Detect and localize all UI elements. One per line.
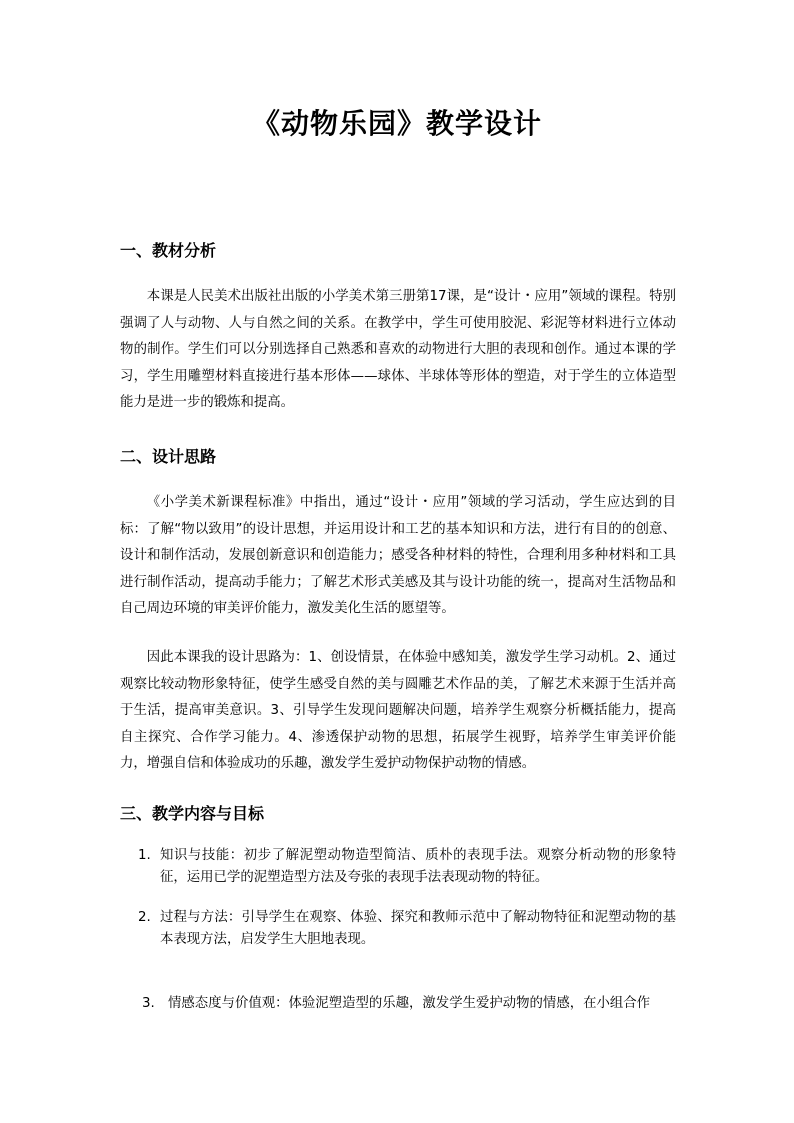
list-item: [120, 993, 676, 1015]
section-heading-content-goals: 三、教学内容与目标: [120, 804, 265, 823]
list-item-text: 过程与方法：引导学生在观察、体验、探究和教师示范中了解动物特征和泥塑动物的基本表现方法，启发学生大胆地表现。: [160, 910, 676, 947]
list-item-number: 3.: [142, 996, 155, 1011]
section-heading-textbook-analysis: 一、教材分析: [120, 241, 217, 260]
section-heading-design-ideas: 二、设计思路: [120, 447, 217, 466]
list-item-number: 2.: [138, 910, 151, 925]
paragraph-textbook-analysis: 本课是人民美术出版社出版的小学美术第三册第17课，是“设计・应用”领域的课程。特别强调了人与动物、人与自然之间的关系。在教学中，学生可使用胶泥、彩泥等材料进行立体动物的制作。学生们可以分别选择自己熟悉和喜欢的动物进行大胆的表现和创作。通过本课的学习，学生用雕塑材料直接进行基本形体——球体、半球体等形体的塑造，对于学生的立体造型能力是进一步的锻炼和提高。: [120, 289, 676, 410]
list-item: [120, 845, 676, 889]
list-item-text: 知识与技能：初步了解泥塑动物造型简洁、质朴的表现手法。观察分析动物的形象特征，运用已学的泥塑造型方法及夸张的表现手法表现动物的特征。: [160, 848, 676, 885]
document-title: 《动物乐园》教学设计: [251, 107, 542, 140]
paragraph-design-approach: 因此本课我的设计思路为：1、创设情景，在体验中感知美，激发学生学习动机。2、通过观察比较动物形象特征，使学生感受自然的美与圆雕艺术作品的美，了解艺术来源于生活并高于生活，提高审美意识。3、引导学生发现问题解决问题，培养学生观察分析概括能力，提高自主探究、合作学习能力。4、渗透保护动物的思想，拓展学生视野，培养学生审美评价能力，增强自信和体验成功的乐趣，激发学生爱护动物保护动物的情感。: [120, 650, 676, 771]
list-item: [120, 907, 676, 951]
list-item-text: 情感态度与价值观：体验泥塑造型的乐趣，激发学生爱护动物的情感，在小组合作: [168, 996, 651, 1011]
paragraph-curriculum-standard: 《小学美术新课程标准》中指出，通过“设计・应用”领域的学习活动，学生应达到的目标：了解“物以致用”的设计思想，并运用设计和工艺的基本知识和方法，进行有目的的创意、设计和制作活动，发展创新意识和创造能力；感受各种材料的特性，合理利用多种材料和工具进行制作活动，提高动手能力；了解艺术形式美感及其与设计功能的统一，提高对生活物品和自己周边环境的审美评价能力，激发美化生活的愿望等。: [120, 495, 676, 616]
list-item-number: 1.: [138, 848, 151, 863]
